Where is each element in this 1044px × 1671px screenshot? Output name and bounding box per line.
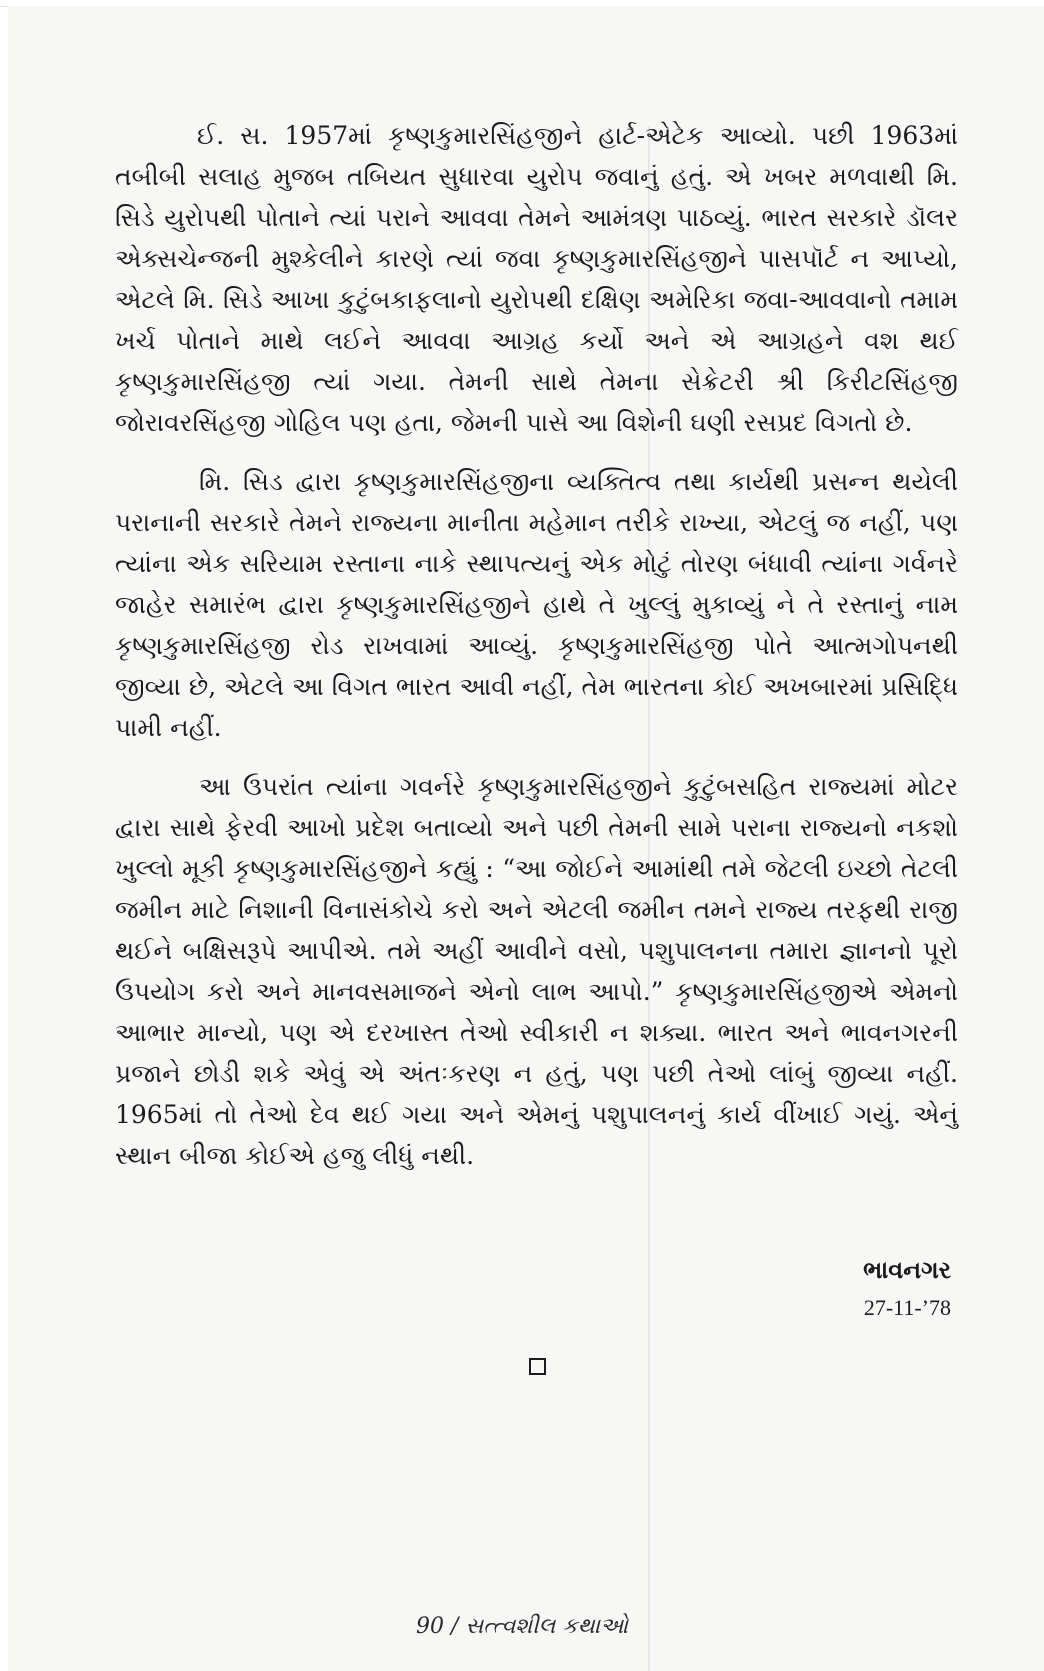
signature-place: ભાવનગર [863, 1255, 951, 1284]
paragraph-1: ઈ. સ. 1957માં કૃષ્ણકુમારસિંહજીને હાર્ટ-એટેક આવ્યો. પછી 1963માં તબીબી સલાહ મુજબ તબિયત સુધારવા યુરોપ જવાનું હતું. એ ખબર મળવાથી મિ. સિડે યુરોપથી પોતાને ત્યાં પરાને આવવા તેમને આમંત્રણ પાઠવ્યું. ભારત સરકારે ડૉલર એક્સચેન્જની મુશ્કેલીને કારણે ત્યાં જવા કૃષ્ણકુમારસિંહજીને પાસપૉર્ટ ન આપ્યો, એટલે મિ. સિડે આખા કુટુંબકાફલાનો યુરોપથી દક્ષિણ અમેરિકા જવા-આવવાનો તમામ ખર્ચ પોતાને માથે લઈને આવવા આગ્રહ કર્યો અને એ આગ્રહને વશ થઈ કૃષ્ણકુમારસિંહજી ત્યાં ગયા. તેમની સાથે તેમના સેક્રેટરી શ્રી કિરીટસિંહજી જોરાવરસિંહજી ગોહિલ પણ હતા, જેમની પાસે આ વિશેની ઘણી રસપ્રદ વિગતો છે. [115, 121, 958, 437]
paragraph-3: આ ઉપરાંત ત્યાંના ગવર્નરે કૃષ્ણકુમારસિંહજીને કુટુંબસહિત રાજ્યમાં મોટર દ્વારા સાથે ફેરવી આખો પ્રદેશ બતાવ્યો અને પછી તેમની સામે પરાના રાજ્યનો નકશો ખુલ્લો મૂકી કૃષ્ણકુમારસિંહજીને કહ્યું : “આ જોઈને આમાંથી તમે જેટલી ઇચ્છો તેટલી જમીન માટે નિશાની વિનાસંકોચે કરો અને એટલી જમીન તમને રાજ્ય તરફથી રાજી થઈને બક્ષિસરૂપે આપીએ. તમે અહીં આવીને વસો, પશુપાલનના તમારા જ્ઞાનનો પૂરો ઉપયોગ કરો અને માનવસમાજને એનો લાભ આપો.” કૃષ્ણકુમારસિંહજીએ એમનો આભાર માન્યો, પણ એ દરખાસ્ત તેઓ સ્વીકારી ન શક્યા. ભારત અને ભાવનગરની પ્રજાને છોડી શકે એવું એ અંતઃકરણ ન હતું, પણ પછી તેઓ લાંબું જીવ્યા નહીં. 1965માં તો તેઓ દેવ થઈ ગયા અને એમનું પશુપાલનનું કાર્ય વીંખાઈ ગયું. એનું સ્થાન બીજા કોઈએ હજુ લીધું નથી. [115, 772, 958, 1170]
signature-date: 27-11-’78 [863, 1295, 951, 1320]
end-square-icon [529, 1358, 546, 1375]
page-footer: 90 / સત્ત્વશીલ કથાઓ [416, 1614, 628, 1639]
paragraph-2: મિ. સિડ દ્વારા કૃષ્ણકુમારસિંહજીના વ્યક્તિત્વ તથા કાર્યથી પ્રસન્ન થયેલી પરાનાની સરકારે તેમને રાજ્યના માનીતા મહેમાન તરીકે રાખ્યા, એટલું જ નહીં, પણ ત્યાંના એક સરિયામ રસ્તાના નાકે સ્થાપત્યનું એક મોટું તોરણ બંધાવી ત્યાંના ગર્વનરે જાહેર સમારંભ દ્વારા કૃષ્ણકુમારસિંહજીને હાથે તે ખુલ્લું મુકાવ્યું ને તે રસ્તાનું નામ કૃષ્ણકુમારસિંહજી રોડ રાખવામાં આવ્યું. કૃષ્ણકુમારસિંહજી પોતે આત્મગોપનથી જીવ્યા છે, એટલે આ વિગત ભારત આવી નહીં, તેમ ભારતના કોઈ અખબારમાં પ્રસિદ્ધિ પામી નહીં. [115, 467, 958, 742]
article-body [115, 115, 958, 1194]
